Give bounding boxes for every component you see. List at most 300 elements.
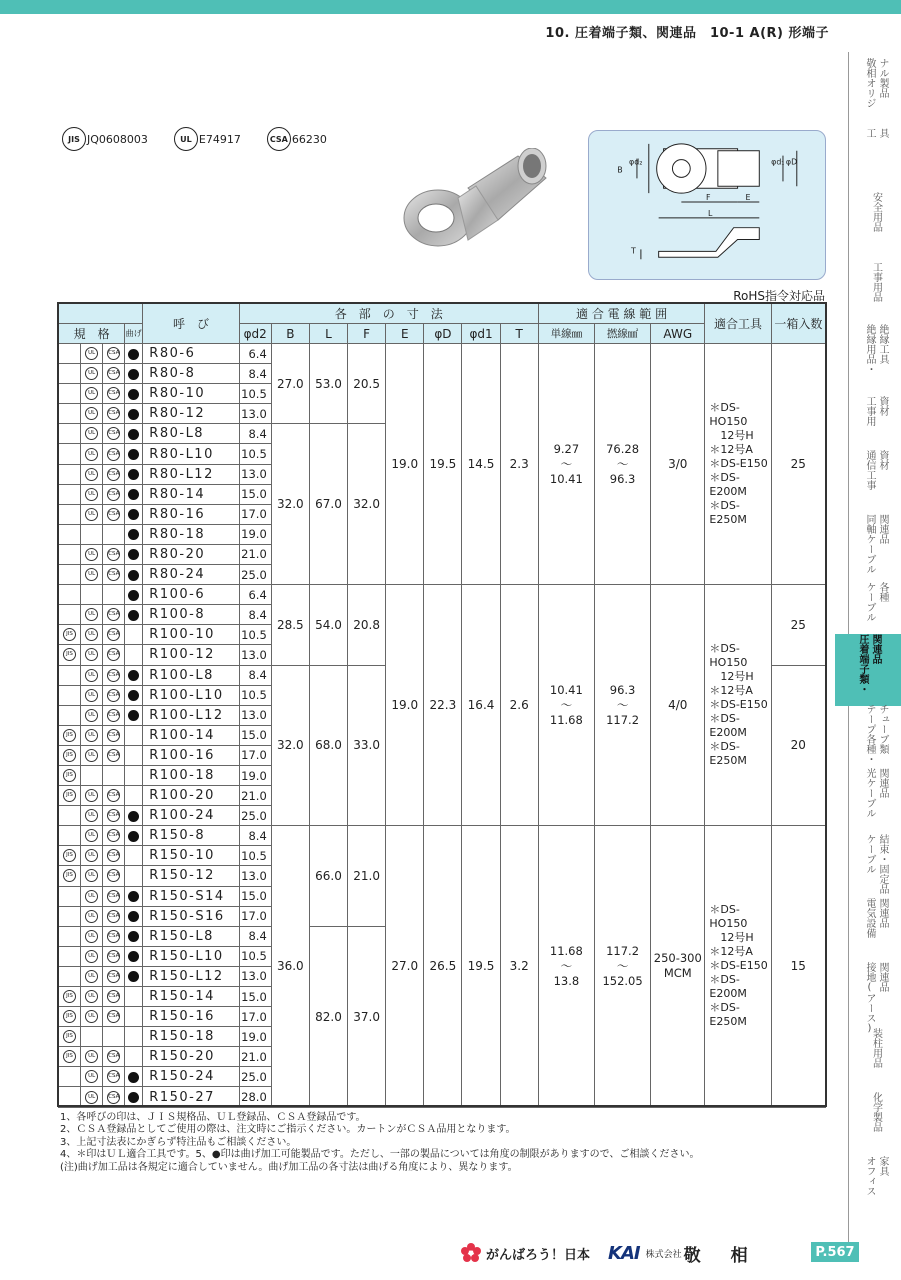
ul-mark-cell [81,806,103,826]
bend-dot-icon [128,690,139,701]
product-name: R80-6 [143,344,239,364]
bend-dot-icon [128,369,139,380]
jis-mark-cell [59,364,81,384]
bend-cell [125,364,143,384]
csa-mark-icon: CSA [107,890,120,903]
side-index-label: 関連品 [877,962,888,992]
jis-mark-cell [59,705,81,725]
bend-cell [125,1027,143,1047]
d2-value: 13.0 [239,464,271,484]
jis-mark-cell [59,966,81,986]
ul-mark-icon: UL [85,1050,98,1063]
bend-cell [125,987,143,1007]
jis-mark-cell [59,665,81,685]
csa-mark-cell [103,645,125,665]
header-B: B [271,324,309,344]
bend-cell [125,826,143,846]
stranded-wire-range: 96.3 〜 117.2 [594,585,650,826]
jis-mark-icon: JIS [63,1030,76,1043]
product-name: R150-12 [143,866,239,886]
side-index-label: 工 [864,128,875,138]
box-quantity: 15 [771,826,825,1107]
csa-mark-icon: CSA [107,869,120,882]
d2-value: 10.5 [239,625,271,645]
side-index-item[interactable] [849,324,901,396]
bend-cell [125,665,143,685]
bend-dot-icon [128,891,139,902]
csa-mark-icon: CSA [107,849,120,862]
B-value: 28.5 [271,585,309,665]
ul-mark-icon: UL [85,709,98,722]
bend-dot-icon [128,931,139,942]
ul-mark-cell [81,645,103,665]
side-index-label: 絶縁用品・ [864,324,875,374]
d2-value: 13.0 [239,705,271,725]
side-index-item[interactable] [849,192,901,264]
product-name: R100-L8 [143,665,239,685]
jis-mark-cell [59,906,81,926]
note-line: 1、各呼びの印は、ＪＩＳ規格品、ＵＬ登録品、ＣＳＡ登録品です。 [60,1112,366,1123]
product-name: R150-8 [143,826,239,846]
ul-mark-icon: UL [85,548,98,561]
T-value: 3.2 [500,826,538,1107]
jis-mark-icon: JIS [63,648,76,661]
csa-mark-cell [103,504,125,524]
product-name: R150-L12 [143,966,239,986]
ul-mark-cell [81,1087,103,1107]
d2-value: 10.5 [239,384,271,404]
side-index-label: 資材 [877,450,888,470]
csa-mark-cell [103,1007,125,1027]
F-value: 33.0 [348,665,386,826]
ul-mark-cell [81,1067,103,1087]
side-index-label: 接地(アース) [864,962,875,1034]
csa-mark-icon: CSA [107,448,120,461]
terminal-photo [398,148,558,258]
note-line: 2、ＣＳＡ登録品としてご使用の際は、注文時にご指示ください。カートンがＣＳＡ品用となります。 [60,1124,516,1136]
csa-mark-icon: CSA [107,829,120,842]
side-index-label: 各種 [877,582,888,602]
ul-mark-cell [81,725,103,745]
csa-mark-icon: CSA [267,127,291,151]
side-index-label: 絶縁工具 [877,324,888,364]
csa-mark-icon: CSA [107,1091,120,1104]
ul-mark-icon: UL [85,689,98,702]
csa-mark-icon: CSA [107,749,120,762]
d2-value: 25.0 [239,806,271,826]
d2-value: 21.0 [239,1047,271,1067]
B-value: 32.0 [271,665,309,826]
side-index-label: 工事用 [864,396,875,426]
spec-table [58,303,826,1108]
jis-mark-cell [59,384,81,404]
svg-text:F: F [706,193,711,203]
product-name: R100-L12 [143,705,239,725]
ul-mark-cell [81,786,103,806]
single-wire-range: 11.68 〜 13.8 [538,826,594,1107]
ul-mark-icon: UL [85,890,98,903]
bend-dot-icon [128,1072,139,1083]
svg-text:φd₁: φd₁ [771,157,785,167]
product-name: R100-6 [143,585,239,605]
table-row [59,826,826,846]
csa-mark-icon: CSA [107,628,120,641]
d2-value: 17.0 [239,745,271,765]
csa-mark-icon: CSA [107,407,120,420]
header-L: L [309,324,347,344]
csa-mark-icon: CSA [107,427,120,440]
side-index-label: 通信工事 [864,450,875,490]
ul-mark-cell [81,585,103,605]
ul-mark-cell [81,906,103,926]
side-index-item[interactable] [849,1092,901,1164]
side-index-label: テープ各種・ [864,704,875,764]
L-value: 53.0 [309,344,347,424]
cherry-blossom-icon [460,1242,482,1264]
B-value: 32.0 [271,424,309,585]
box-quantity: 25 [771,344,825,585]
csa-mark-cell [103,444,125,464]
bend-cell [125,926,143,946]
csa-mark-cell [103,404,125,424]
csa-mark-cell [103,605,125,625]
header-E: E [386,324,424,344]
product-name: R100-18 [143,765,239,785]
svg-text:E: E [745,193,751,203]
header-name: 呼 び [143,304,239,344]
jis-mark-cell [59,1027,81,1047]
csa-mark-icon: CSA [107,789,120,802]
E-value: 19.0 [386,344,424,585]
csa-mark-cell [103,725,125,745]
product-name: R150-24 [143,1067,239,1087]
ul-mark-cell [81,344,103,364]
csa-mark-icon: CSA [107,488,120,501]
ul-mark-cell [81,886,103,906]
B-value: 36.0 [271,826,309,1107]
note-line: 4、＊印はＵＬ適合工具です。5、●印は曲げ加工可能製品です。ただし、一部の製品については角度の制限がありますので、ご相談ください。 [60,1149,700,1161]
jis-mark-icon: JIS [63,789,76,802]
product-name: R150-L8 [143,926,239,946]
bend-dot-icon [128,971,139,982]
product-name: R80-24 [143,565,239,585]
jis-mark-icon: JIS [63,990,76,1003]
bend-dot-icon [128,811,139,822]
ul-mark-icon: UL [85,910,98,923]
bend-dot-icon [128,489,139,500]
product-name: R80-16 [143,504,239,524]
svg-text:φd₂: φd₂ [629,157,643,167]
ul-mark-icon: UL [85,849,98,862]
ul-mark-cell [81,625,103,645]
ul-mark-cell [81,444,103,464]
side-index-item[interactable] [849,450,901,522]
jis-mark-cell [59,886,81,906]
ul-mark-icon: UL [85,669,98,682]
D-value: 26.5 [424,826,462,1107]
ul-mark-icon: UL [85,448,98,461]
side-index-label: 関連品 [870,634,881,664]
jis-mark-cell [59,926,81,946]
csa-mark-icon: CSA [107,1070,120,1083]
ul-mark-icon: UL [85,829,98,842]
jis-mark-cell [59,1087,81,1107]
cert-item [62,127,148,151]
csa-mark-icon: CSA [107,548,120,561]
L-value: 54.0 [309,585,347,665]
csa-mark-cell [103,745,125,765]
side-index-label: 光ケーブル [864,768,875,818]
table-row [59,344,826,364]
d2-value: 13.0 [239,404,271,424]
svg-text:L: L [707,208,713,218]
header-spec-bend-top [59,304,143,324]
T-value: 2.6 [500,585,538,826]
bend-cell [125,765,143,785]
bend-dot-icon [128,349,139,360]
ul-mark-icon: UL [85,407,98,420]
ul-mark-icon: UL [85,1091,98,1104]
single-wire-range: 9.27 〜 10.41 [538,344,594,585]
jis-mark-icon: JIS [63,749,76,762]
ul-mark-cell [81,484,103,504]
rohs-label: RoHS指令対応品 [733,289,825,303]
bend-cell [125,705,143,725]
F-value: 21.0 [348,826,386,926]
side-index-item[interactable] [849,704,901,776]
company-prefix: 株式会社 [645,1249,682,1260]
bend-dot-icon [128,570,139,581]
ul-mark-cell [81,866,103,886]
product-name: R80-10 [143,384,239,404]
csa-mark-cell [103,765,125,785]
csa-mark-cell [103,665,125,685]
cert-item [267,127,327,151]
header-dims: 各 部 の 寸 法 [239,304,538,324]
L-value: 68.0 [309,665,347,826]
header-awg: AWG [651,324,705,344]
box-quantity: 20 [771,665,825,826]
jis-mark-cell [59,806,81,826]
ul-mark-cell [81,1027,103,1047]
bend-cell [125,725,143,745]
side-index-nav [848,52,901,1242]
jis-mark-icon: JIS [63,849,76,862]
ul-mark-cell [81,966,103,986]
bend-cell [125,906,143,926]
header-bend: 曲げ [125,324,143,344]
d2-value: 6.4 [239,585,271,605]
ul-mark-icon: UL [85,427,98,440]
bend-cell [125,384,143,404]
table-row [59,585,826,605]
d2-value: 13.0 [239,645,271,665]
side-index-label: 家具 [877,1156,888,1176]
ul-mark-cell [81,424,103,444]
csa-mark-icon: CSA [107,950,120,963]
bend-dot-icon [128,449,139,460]
bend-cell [125,504,143,524]
bend-dot-icon [128,429,139,440]
cert-code: E74917 [198,132,241,146]
ul-mark-icon: UL [85,508,98,521]
side-index-item[interactable] [849,1028,901,1100]
jis-mark-cell [59,544,81,564]
ul-mark-icon: UL [85,729,98,742]
bend-cell [125,1047,143,1067]
bend-cell [125,464,143,484]
product-name: R100-24 [143,806,239,826]
product-name: R100-L10 [143,685,239,705]
d1-value: 16.4 [462,585,500,826]
B-value: 27.0 [271,344,309,424]
svg-text:B: B [617,165,623,175]
side-index-label: 圧着端子類・ [857,634,868,694]
jis-mark-cell [59,645,81,665]
d2-value: 8.4 [239,665,271,685]
ul-mark-cell [81,745,103,765]
side-index-item[interactable] [849,768,901,840]
csa-mark-cell [103,565,125,585]
side-index-item[interactable] [849,1156,901,1228]
ul-mark-cell [81,846,103,866]
csa-mark-cell [103,926,125,946]
jis-mark-cell [59,786,81,806]
side-index-item[interactable] [849,514,901,586]
header-D: φD [424,324,462,344]
csa-mark-cell [103,344,125,364]
bend-cell [125,806,143,826]
side-index-label: 関連品 [877,898,888,928]
awg-value: 4/0 [651,585,705,826]
ul-mark-cell [81,364,103,384]
d2-value: 19.0 [239,765,271,785]
bend-dot-icon [128,1092,139,1103]
csa-mark-icon: CSA [107,508,120,521]
side-index-label: オフィス [864,1156,875,1196]
product-name: R150-20 [143,1047,239,1067]
ul-mark-cell [81,384,103,404]
E-value: 19.0 [386,585,424,826]
side-index-label: 結束・固定品 [877,834,888,894]
side-index-item[interactable] [835,634,901,706]
d2-value: 15.0 [239,886,271,906]
csa-mark-cell [103,1047,125,1067]
d2-value: 13.0 [239,866,271,886]
csa-mark-icon: CSA [107,669,120,682]
header-T: T [500,324,538,344]
bend-cell [125,866,143,886]
d2-value: 17.0 [239,1007,271,1027]
bend-cell [125,745,143,765]
d2-value: 8.4 [239,826,271,846]
d2-value: 10.5 [239,846,271,866]
header-wire: 適 合 電 線 範 囲 [538,304,705,324]
F-value: 20.8 [348,585,386,665]
d2-value: 19.0 [239,1027,271,1047]
product-name: R100-8 [143,605,239,625]
side-index-item[interactable] [849,834,901,906]
csa-mark-icon: CSA [107,990,120,1003]
csa-mark-icon: CSA [107,367,120,380]
ul-mark-cell [81,524,103,544]
product-name: R100-16 [143,745,239,765]
ul-mark-cell [81,464,103,484]
product-name: R150-18 [143,1027,239,1047]
csa-mark-cell [103,987,125,1007]
jis-mark-icon: JIS [63,628,76,641]
side-index-label: ケーブル [864,834,875,874]
ul-mark-icon: UL [85,970,98,983]
compatible-tools: ＊DS-HO150 12号H ＊12号A ＊DS-E150 ＊DS-E200M ＊DS-E250M [705,585,771,826]
d2-value: 13.0 [239,966,271,986]
side-index-item[interactable] [849,898,901,970]
notes [60,1112,820,1174]
ul-mark-cell [81,1047,103,1067]
bend-cell [125,524,143,544]
page-number: P.567 [811,1242,859,1262]
compatible-tools: ＊DS-HO150 12号H ＊12号A ＊DS-E150 ＊DS-E200M ＊DS-E250M [705,826,771,1107]
stranded-wire-range: 117.2 〜 152.05 [594,826,650,1107]
csa-mark-cell [103,424,125,444]
csa-mark-cell [103,806,125,826]
bend-dot-icon [128,911,139,922]
ul-mark-cell [81,504,103,524]
csa-mark-cell [103,685,125,705]
side-index-label: ナル製品 [877,58,888,98]
side-index-item[interactable] [849,962,901,1034]
jis-mark-cell [59,344,81,364]
product-name: R150-14 [143,987,239,1007]
bend-cell [125,544,143,564]
csa-mark-cell [103,384,125,404]
ul-mark-cell [81,705,103,725]
side-index-item[interactable] [849,128,901,200]
side-index-label: 敬相オリジ [864,58,875,108]
jis-mark-icon: JIS [63,1050,76,1063]
product-name: R80-12 [143,404,239,424]
dimension-diagram [588,130,826,280]
company-name: 敬相 [683,1245,778,1266]
D-value: 22.3 [424,585,462,826]
jis-mark-icon: JIS [63,729,76,742]
bend-cell [125,966,143,986]
jis-mark-cell [59,1007,81,1027]
product-name: R80-18 [143,524,239,544]
ul-mark-icon: UL [85,568,98,581]
ul-mark-icon: UL [85,347,98,360]
product-name: R100-12 [143,645,239,665]
d2-value: 25.0 [239,1067,271,1087]
L-value: 82.0 [309,926,347,1107]
ul-mark-icon: UL [85,749,98,762]
header-d1: φd1 [462,324,500,344]
side-index-label: 関連品 [877,768,888,798]
d2-value: 10.5 [239,685,271,705]
product-name: R80-L12 [143,464,239,484]
csa-mark-icon: CSA [107,970,120,983]
bend-cell [125,404,143,424]
d2-value: 8.4 [239,605,271,625]
ul-mark-cell [81,765,103,785]
bend-cell [125,424,143,444]
csa-mark-icon: CSA [107,468,120,481]
side-index-item[interactable] [849,58,901,130]
jis-mark-cell [59,846,81,866]
jis-mark-icon: JIS [63,769,76,782]
side-index-label: 安全用品 [870,192,882,232]
d2-value: 15.0 [239,484,271,504]
